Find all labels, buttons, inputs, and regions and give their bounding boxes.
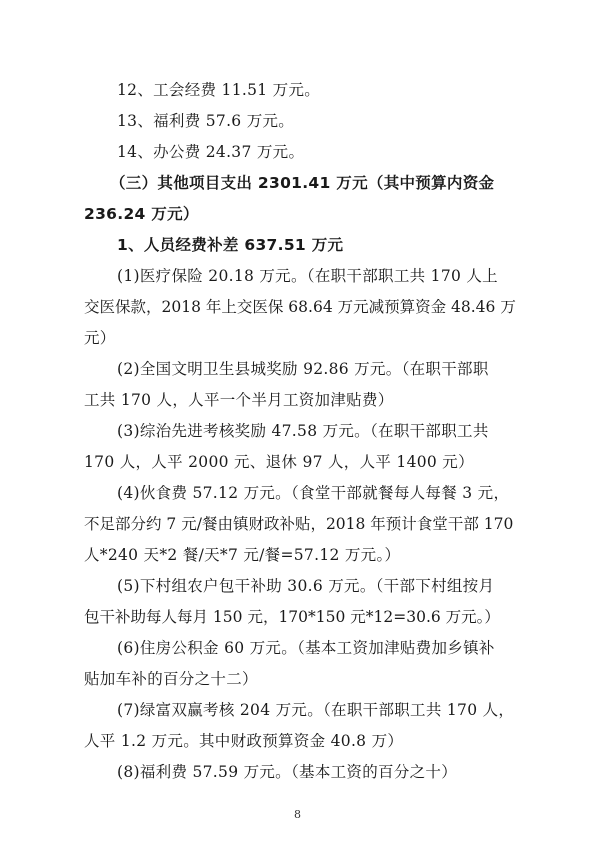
- item-13-welfare-fee: 13、福利费 57.6 万元。: [117, 112, 295, 130]
- para-3-line2: 170 人，人平 2000 元、退休 97 人，人平 1400 元）: [84, 453, 474, 471]
- para-1-line2: 交医保款，2018 年上交医保 68.64 万元减预算资金 48.46 万: [84, 298, 516, 316]
- section-3-heading-line2: 236.24 万元）: [84, 205, 199, 223]
- para-8-line1: (8)福利费 57.59 万元。（基本工资的百分之十）: [117, 763, 458, 781]
- section-3-heading-line1: （三）其他项目支出 2301.41 万元（其中预算内资金: [110, 174, 495, 192]
- page-number: 8: [294, 808, 301, 821]
- item-14-office-fee: 14、办公费 24.37 万元。: [117, 143, 305, 161]
- para-3-line1: (3)综治先进考核奖励 47.58 万元。（在职干部职工共: [117, 422, 489, 440]
- para-2-line1: (2)全国文明卫生县城奖励 92.86 万元。（在职干部职: [117, 360, 489, 378]
- para-1-line1: (1)医疗保险 20.18 万元。（在职干部职工共 170 人上: [117, 267, 498, 285]
- para-1-line3: 元）: [84, 329, 116, 347]
- para-4-line2: 不足部分约 7 元/餐由镇财政补贴，2018 年预计食堂干部 170: [84, 515, 514, 533]
- para-4-line3: 人*240 天*2 餐/天*7 元/餐=57.12 万元。）: [84, 546, 401, 564]
- para-2-line2: 工共 170 人，人平一个半月工资加津贴费）: [84, 391, 394, 409]
- subsection-1-heading: 1、人员经费补差 637.51 万元: [117, 236, 344, 254]
- para-6-line1: (6)住房公积金 60 万元。（基本工资加津贴费加乡镇补: [117, 639, 495, 657]
- item-12-union-fee: 12、工会经费 11.51 万元。: [117, 81, 321, 99]
- para-4-line1: (4)伙食费 57.12 万元。（食堂干部就餐每人每餐 3 元，: [117, 484, 510, 502]
- para-6-line2: 贴加车补的百分之十二）: [84, 670, 258, 688]
- para-7-line1: (7)绿富双赢考核 204 万元。（在职干部职工共 170 人，: [117, 701, 515, 719]
- para-5-line2: 包干补助每人每月 150 元，170*150 元*12=30.6 万元。）: [84, 608, 500, 626]
- para-5-line1: (5)下村组农户包干补助 30.6 万元。（干部下村组按月: [117, 577, 495, 595]
- para-7-line2: 人平 1.2 万元。其中财政预算资金 40.8 万）: [84, 732, 404, 750]
